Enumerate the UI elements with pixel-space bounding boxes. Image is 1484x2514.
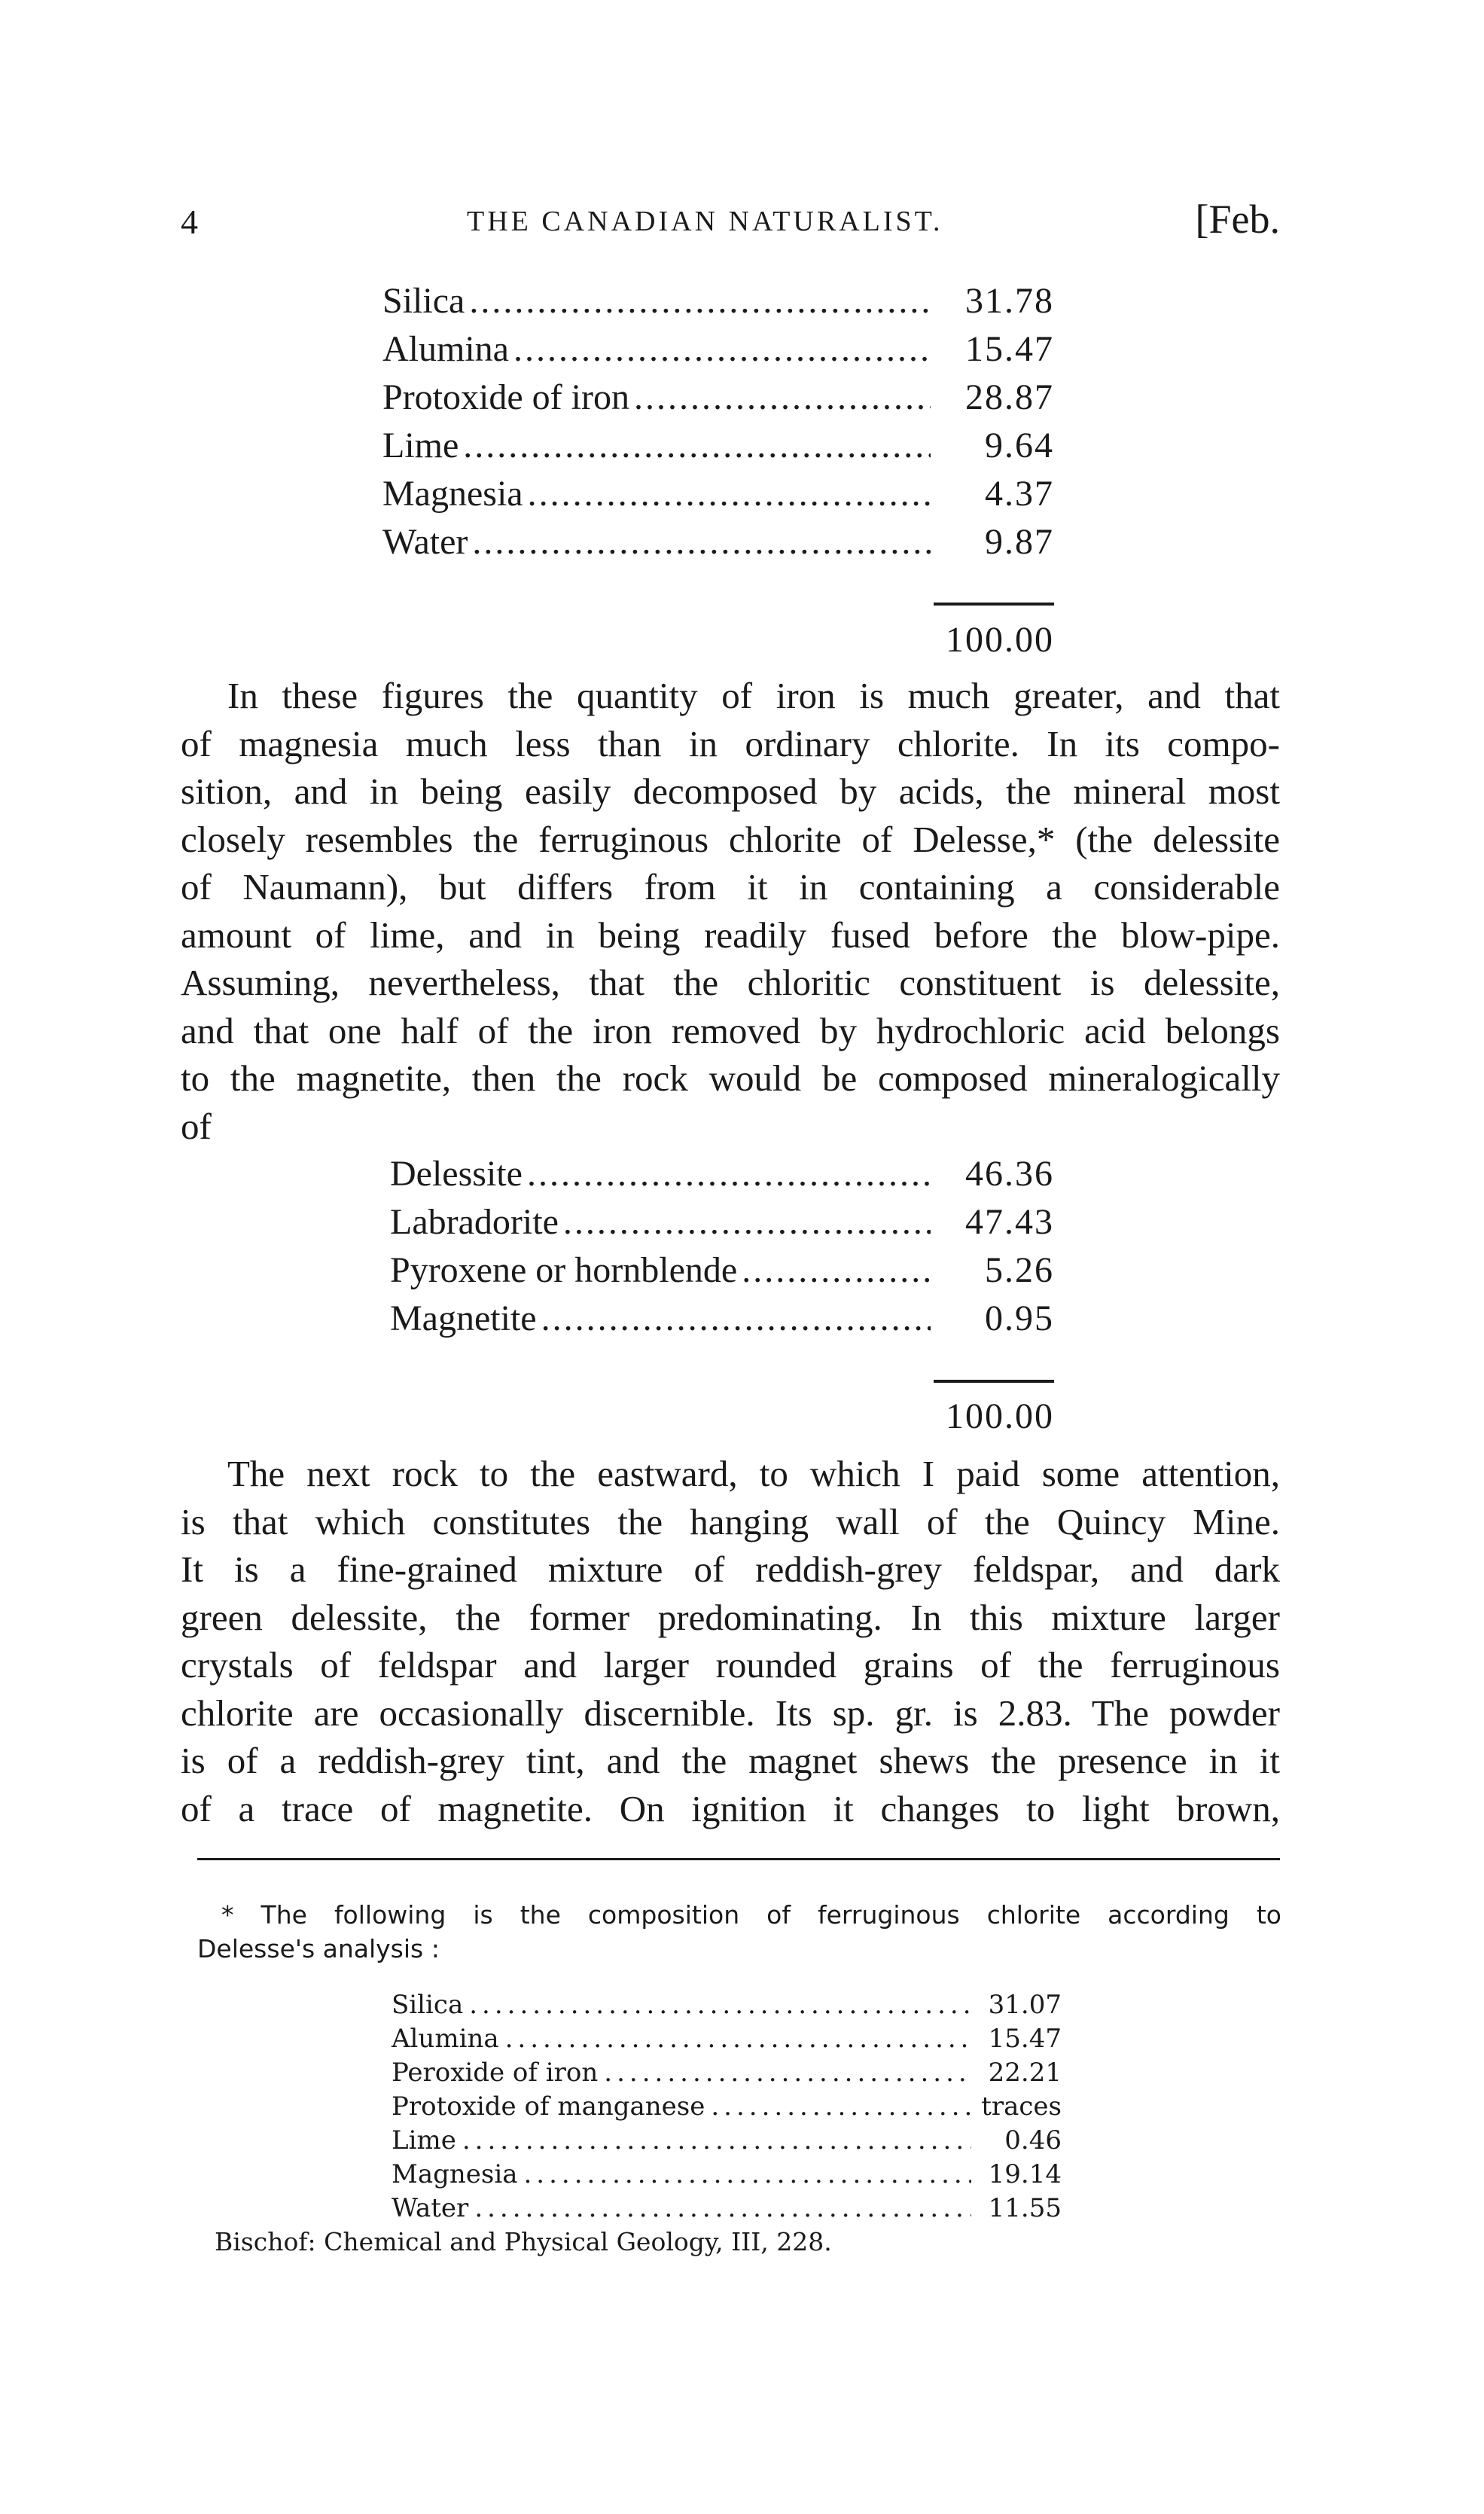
footnote [197, 1898, 1281, 1966]
text-line: chlorite are occasionally discernible. Its sp. gr. is 2.83. The powder [181, 1692, 1280, 1734]
text-line: closely resembles the ferruginous chlorite of Delesse,* (the delessite [181, 818, 1280, 860]
leader-dots [527, 1150, 931, 1198]
table-row [392, 2090, 1062, 2124]
table-label: Water [382, 522, 468, 562]
table-value: 4.37 [985, 474, 1054, 514]
sum-rule [934, 603, 1054, 606]
table-row [382, 277, 1054, 325]
leader-dots [463, 422, 931, 470]
leader-dots [541, 1295, 931, 1343]
text-line: The next rock to the eastward, to which I paid some attention, [227, 1453, 1280, 1494]
table-row [392, 2124, 1062, 2158]
table-label: Labradorite [390, 1202, 559, 1242]
table-row [382, 325, 1054, 374]
table-label: Protoxide of iron [382, 377, 629, 417]
table-total: 100.00 [946, 620, 1054, 660]
leader-dots [604, 2056, 971, 2090]
text-line: is of a reddish-grey tint, and the magnet shews the presence in it [181, 1740, 1280, 1781]
table-label: Lime [382, 426, 459, 465]
body-paragraph [181, 1450, 1280, 1832]
table-value: 47.43 [965, 1202, 1054, 1242]
leader-dots [505, 2022, 971, 2056]
table-value: 31.78 [965, 281, 1054, 321]
table-value: 0.95 [985, 1298, 1054, 1338]
table-value: 28.87 [965, 377, 1054, 417]
mineral-composition-table [390, 1150, 1054, 1343]
text-line: It is a fine-grained mixture of reddish-grey feldspar, and dark [181, 1548, 1280, 1590]
footnote-citation: Bischof: Chemical and Physical Geology, III, 228. [215, 2227, 832, 2256]
table-row [390, 1246, 1054, 1295]
table-row [382, 518, 1054, 566]
table-row [392, 1988, 1062, 2022]
table-label: Pyroxene or hornblende [390, 1250, 738, 1290]
table-row [382, 470, 1054, 518]
page-number: 4 [181, 203, 198, 241]
table-label: Alumina [382, 329, 509, 369]
text-line: green delessite, the former predominating. In this mixture larger [181, 1596, 1280, 1638]
text-line: is that which constitutes the hanging wall of the Quincy Mine. [181, 1500, 1280, 1542]
table-value: traces [981, 2091, 1062, 2122]
section-mark: [Feb. [1195, 197, 1280, 242]
table-label: Silica [382, 281, 465, 321]
leader-dots [528, 470, 931, 518]
footnote-line: Delesse's analysis : [197, 1934, 440, 1963]
text-line: of a trace of magnetite. On ignition it changes to light brown, [181, 1787, 1280, 1829]
leader-dots [462, 2124, 971, 2158]
leader-dots [742, 1246, 931, 1295]
table-label: Protoxide of manganese [392, 2091, 705, 2122]
text-line: Assuming, nevertheless, that the chloritic constituent is delessite, [181, 962, 1280, 1003]
table-value: 9.87 [985, 522, 1054, 562]
table-label: Silica [392, 1990, 464, 2020]
table-value: 15.47 [988, 2024, 1062, 2054]
leader-dots [523, 2158, 971, 2192]
leader-dots [711, 2090, 971, 2124]
table-value: 22.21 [988, 2058, 1062, 2088]
table-value: 0.46 [1004, 2125, 1062, 2156]
leader-dots [634, 374, 931, 422]
footnote-line: * The following is the composition of ferruginous chlorite according to [221, 1900, 1281, 1930]
table-value: 9.64 [985, 426, 1054, 465]
leader-dots [469, 277, 931, 325]
footnote-composition-table [392, 1988, 1062, 2226]
table-value: 11.55 [988, 2193, 1062, 2223]
leader-dots [513, 325, 931, 374]
text-line: sition, and in being easily decomposed by acids, the mineral most [181, 770, 1280, 812]
text-line: and that one half of the iron removed by hydrochloric acid belongs [181, 1009, 1280, 1051]
table-value: 19.14 [988, 2159, 1062, 2189]
leader-dots [469, 1988, 971, 2022]
table-label: Lime [392, 2125, 456, 2156]
table-label: Magnetite [390, 1298, 537, 1338]
running-title: THE CANADIAN NATURALIST. [467, 206, 943, 237]
table-row [382, 422, 1054, 470]
table-row [392, 2022, 1062, 2056]
text-line: of magnesia much less than in ordinary chlorite. In its compo- [181, 722, 1280, 764]
table-label: Magnesia [382, 474, 523, 514]
table-label: Magnesia [392, 2159, 518, 2189]
table-label: Peroxide of iron [392, 2058, 599, 2088]
footnote-rule [197, 1858, 1280, 1860]
table-row [390, 1150, 1054, 1198]
leader-dots [563, 1198, 931, 1246]
table-value: 31.07 [988, 1990, 1062, 2020]
table-row [390, 1295, 1054, 1343]
table-label: Delessite [390, 1154, 523, 1194]
table-row [392, 2158, 1062, 2192]
table-row [382, 374, 1054, 422]
leader-dots [472, 518, 931, 566]
running-header [181, 197, 1280, 247]
table-value: 15.47 [965, 329, 1054, 369]
rock-analysis-table [382, 277, 1054, 566]
sum-rule [934, 1380, 1054, 1383]
body-paragraph [181, 672, 1280, 1150]
table-value: 46.36 [965, 1154, 1054, 1194]
table-label: Alumina [392, 2024, 499, 2054]
text-line: of Naumann), but differs from it in containing a considerable [181, 866, 1280, 908]
text-line: In these figures the quantity of iron is much greater, and that [227, 675, 1280, 716]
table-value: 5.26 [985, 1250, 1054, 1290]
table-total: 100.00 [946, 1396, 1054, 1436]
text-line: of [181, 1105, 212, 1147]
table-row [390, 1198, 1054, 1246]
table-row [392, 2056, 1062, 2090]
text-line: to the magnetite, then the rock would be composed mineralogically [181, 1057, 1280, 1099]
text-line: crystals of feldspar and larger rounded grains of the ferruginous [181, 1644, 1280, 1686]
leader-dots [474, 2192, 971, 2226]
table-label: Water [392, 2193, 469, 2223]
table-row [392, 2192, 1062, 2226]
text-line: amount of lime, and in being readily fused before the blow-pipe. [181, 914, 1280, 956]
